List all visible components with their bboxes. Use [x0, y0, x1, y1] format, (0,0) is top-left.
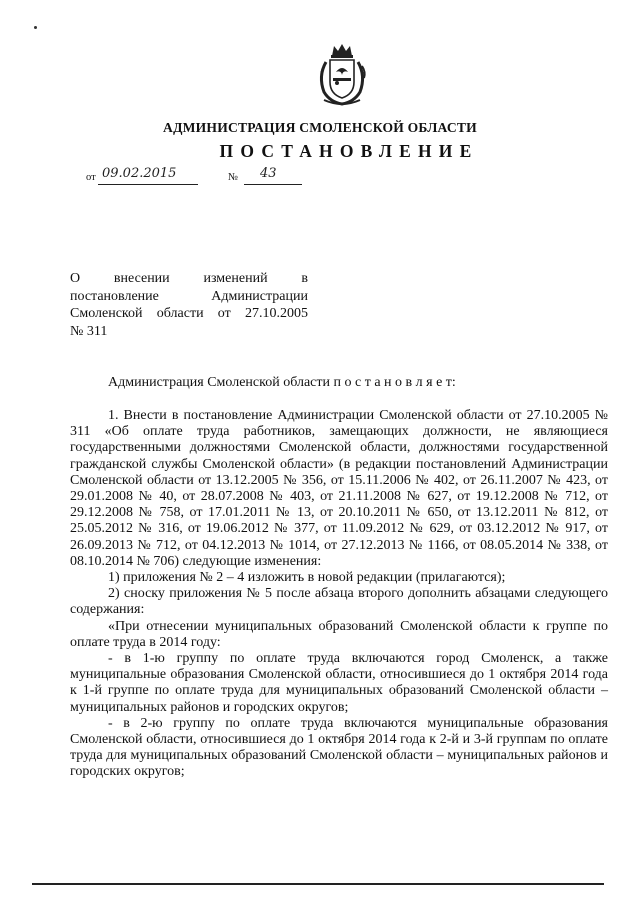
date-prefix: от [86, 172, 96, 183]
subject-line: № 311 [70, 323, 108, 339]
coat-of-arms-emblem [316, 42, 368, 108]
paragraph: 1. Внести в постановление Администрации Смоленской области от 27.10.2005 № 311 «Об оплате труда работников, замещающих должности, не являющиеся государственными должностями Смоленской области, должностями государственной гражданской службы Смоленской области» (в редакции постановлений Администрации Смоленской области от 13.12.2005 № 356, от 15.11.2006 № 402, от 26.11.2007 № 423, от 29.01.2008 № 40, от 28.07.2008 № 403, от 21.11.2008 № 627, от 19.12.2008 № 712, от 29.12.2008 № 758, от 17.01.2011 № 13, от 20.10.2011 № 650, от 13.12.2011 № 812, от 25.05.2012 № 316, от 19.06.2012 № 377, от 11.09.2012 № 629, от 03.12.2012 № 917, от 26.09.2013 № 712, от 04.12.2013 № 1014, от 27.12.2013 № 1166, от 08.05.2014 № 338, от 08.10.2014 № 706) следующие изменения: [70, 408, 608, 569]
paragraph: - в 2-ю группу по оплате труда включаются муниципальные образования Смоленской области, относившиеся до 1 октября 2014 года к 2-й и 3-й группам по оплате труда для муниципальных образований Смоленской области – муниципальных районов и городских округов; [70, 715, 608, 780]
paragraph: «При отнесении муниципальных образований Смоленской области к группе по оплате труда в 2014 году: [70, 618, 608, 650]
paragraph: 2) сноску приложения № 5 после абзаца второго дополнить абзацами следующего содержания: [70, 586, 608, 618]
subject-line: О внесении изменений в [70, 271, 308, 286]
subject-line: постановление Администрации [70, 288, 308, 304]
number-prefix: № [228, 172, 239, 183]
paragraph: 1) приложения № 2 – 4 изложить в новой редакции (прилагаются); [108, 570, 506, 586]
paragraph: - в 1-ю группу по оплате труда включаются город Смоленск, а также муниципальные образования Смоленской области, относившиеся до 1 октября 2014 года к 1-й группе по оплате труда для муниципальных образований Смоленской области – муниципальных районов и городских округов; [70, 651, 608, 715]
subject-line: Смоленской области от 27.10.2005 [70, 306, 308, 322]
scan-mark [34, 26, 37, 29]
subject-block [70, 270, 308, 340]
organization-title: АДМИНИСТРАЦИЯ СМОЛЕНСКОЙ ОБЛАСТИ [163, 120, 477, 135]
document-type-title: ПОСТАНОВЛЕНИЕ [219, 141, 479, 161]
resolution-intro: Администрация Смоленской области п о с т а н о в л я е т: [108, 375, 456, 390]
number-handwritten: 43 [260, 166, 277, 181]
date-handwritten: 09.02.2015 [102, 166, 177, 181]
footer-rule [32, 883, 604, 885]
document-body [70, 408, 608, 781]
date-number-line [86, 168, 326, 188]
